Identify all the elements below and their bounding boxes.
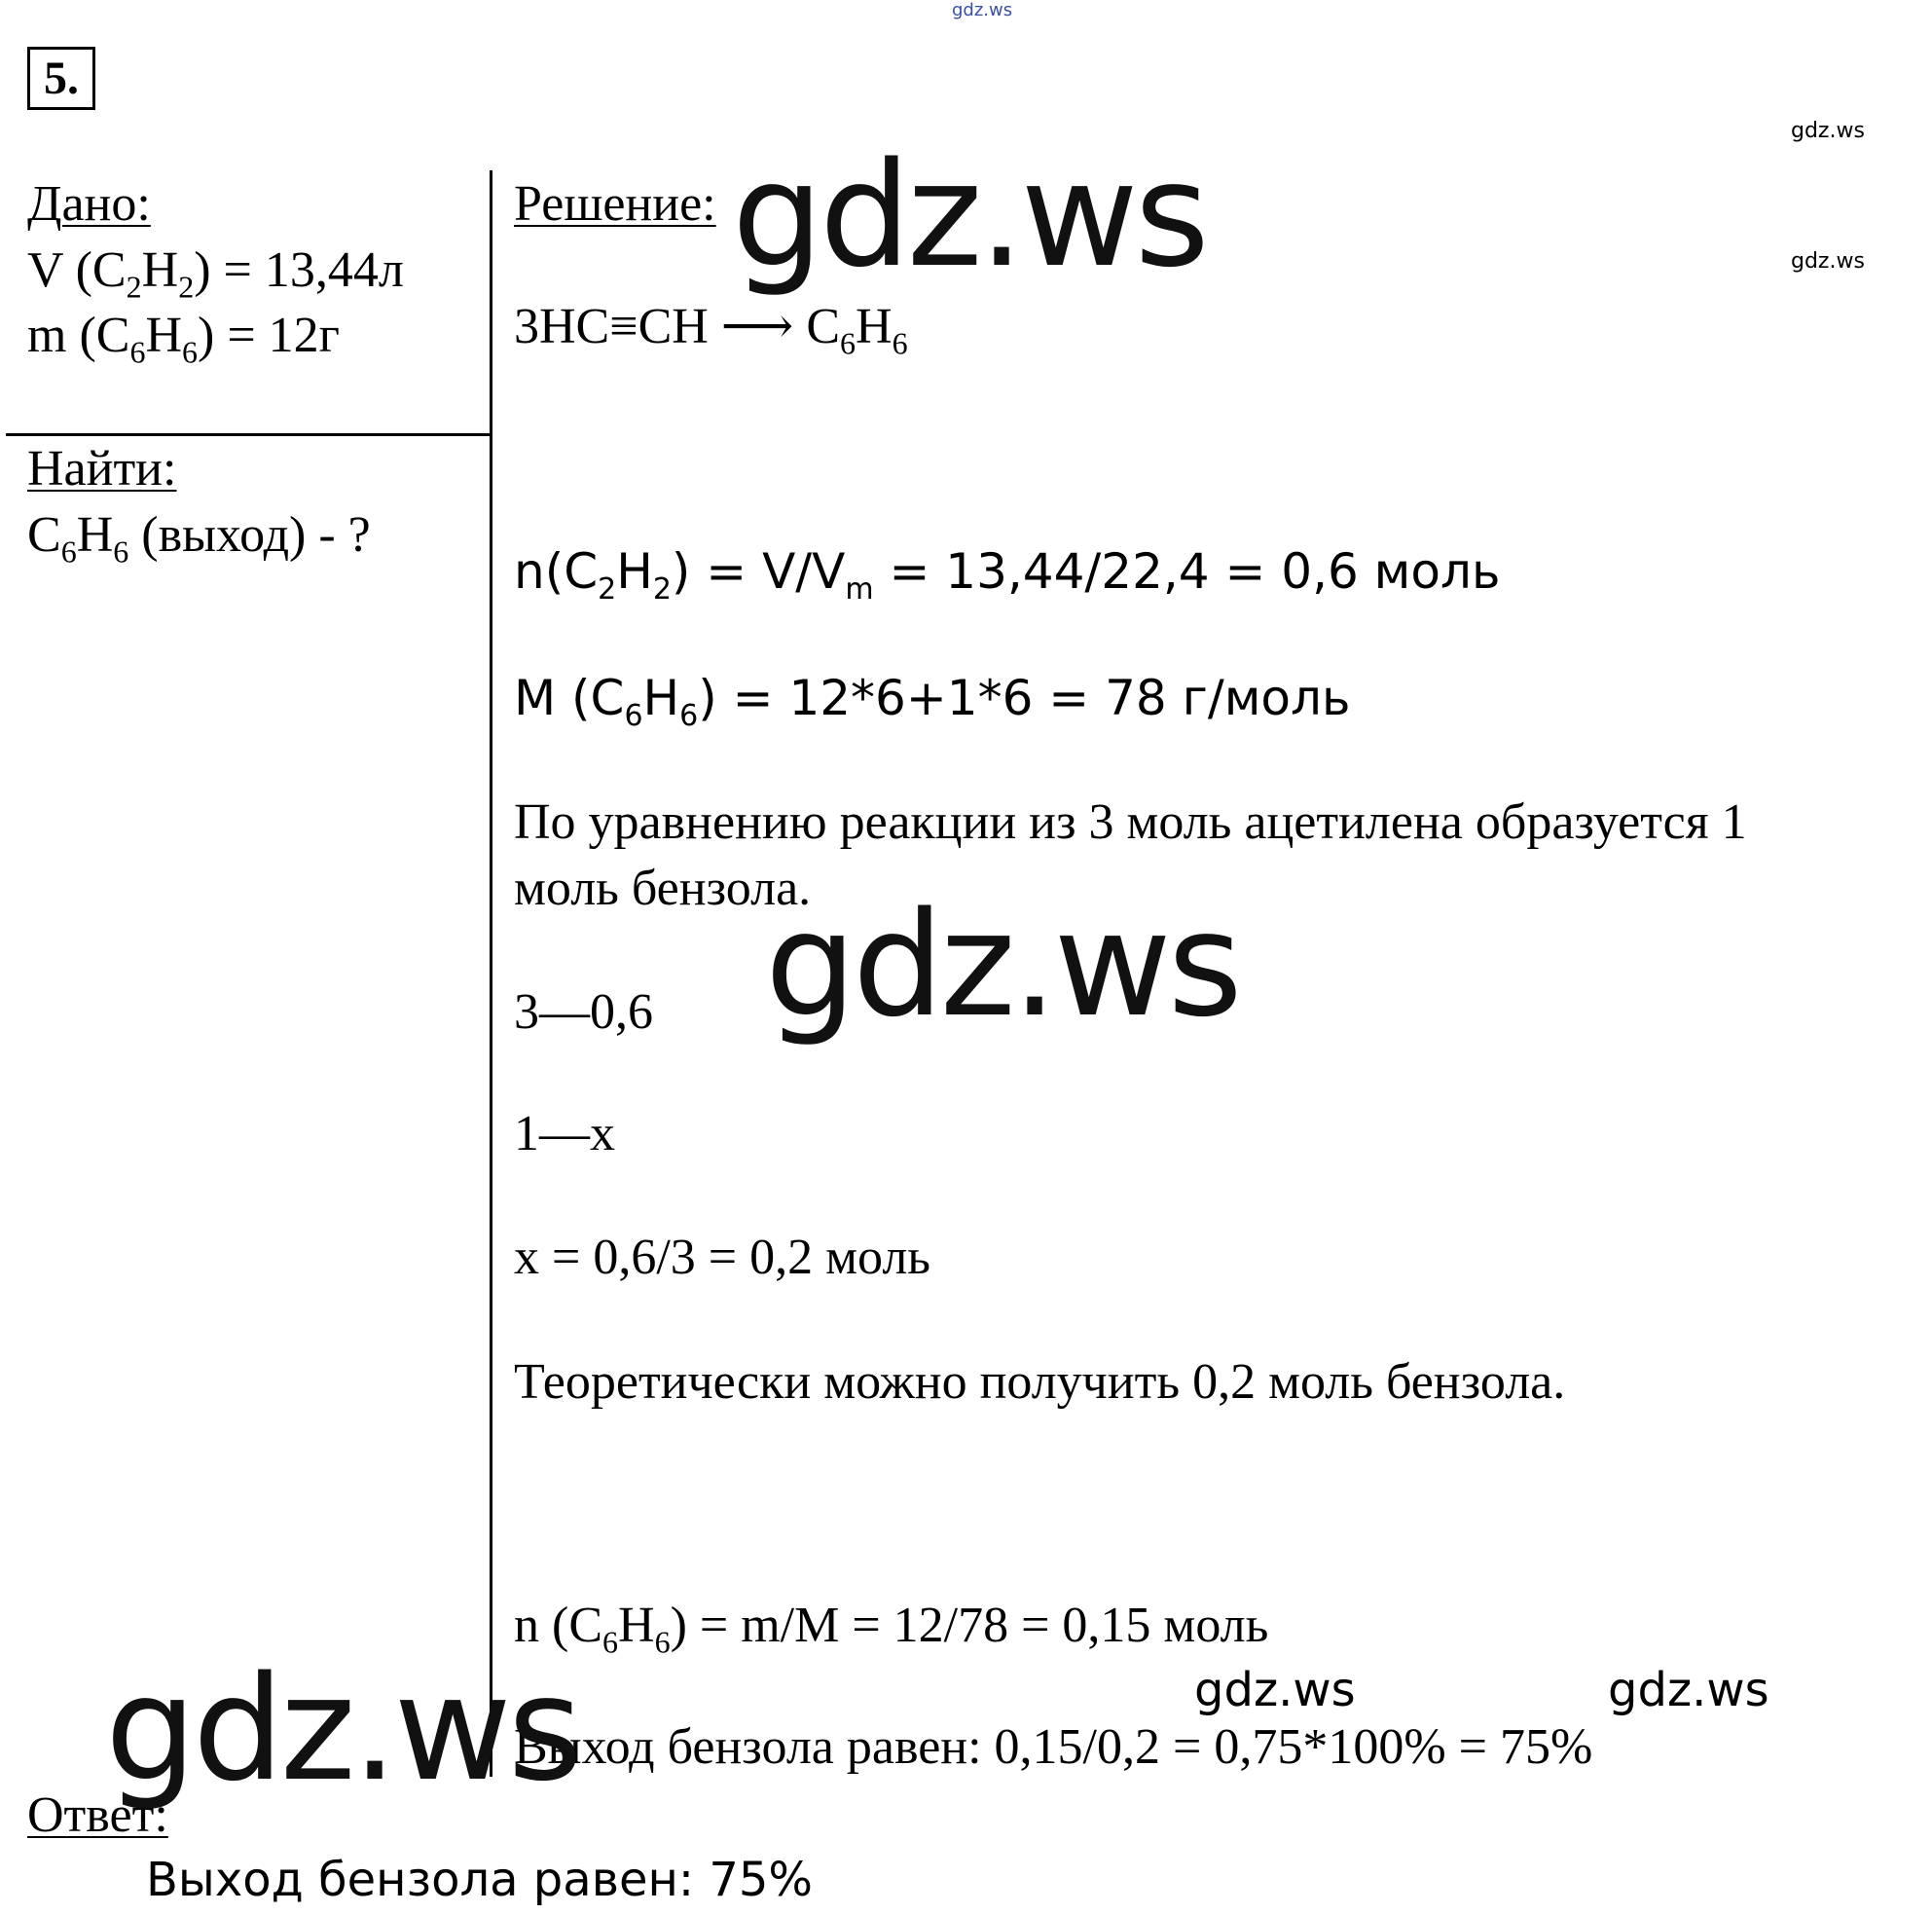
vertical-divider [490,170,492,1777]
watermark-small: gdz.ws [1791,249,1865,274]
watermark-large: gdz.ws [732,131,1206,299]
yield-calc: Выход бензола равен: 0,15/0,2 = 0,75*100% = 75% [514,1719,1593,1775]
n-acetylene-calc: $n(C_2H_2) = V/V_m = 13,44/22,4 = 0,6$ моль [514,543,1501,607]
horizontal-divider [6,433,490,436]
n-benzene-calc: n $(C_6H_6) = m/M = 12/78 = 0,15$ моль [514,1598,1269,1660]
given-volume: V $(C_2H_2) = 13,44л$ [27,242,404,305]
equation-ratio-line1: По уравнению реакции из 3 моль ацетилена образуется 1 [514,794,1747,850]
molar-mass-calc: M $(C_6H_6) = 12*6+1*6 = 78$ г/моль [514,670,1351,733]
find-target: $C_6H_6$ (выход) - ? [27,507,371,570]
watermark-small: gdz.ws [1791,119,1865,143]
x-calc: x = 0,6/3 = 0,2 моль [514,1230,930,1285]
reaction-equation: 3HC≡CH ⟶ $C_6H_6$ [514,299,908,361]
answer-text: Выход бензола равен: 75% [146,1853,814,1907]
solution-heading: Решение: [514,176,716,232]
proportion-line1: 3—0,6 [514,984,653,1040]
watermark-medium: gdz.ws [1608,1663,1769,1717]
given-mass: m $(C_6H_6) = 12г$ [27,308,340,370]
watermark-large: gdz.ws [765,881,1239,1049]
proportion-line2: 1—x [514,1106,615,1161]
equation-ratio-line2: моль бензола. [514,861,812,916]
find-heading: Найти: [27,441,177,497]
theoretical-yield: Теоретически можно получить 0,2 моль бензола. [514,1354,1566,1410]
watermark-top: gdz.ws [952,0,1013,20]
watermark-large: gdz.ws [105,1645,579,1813]
watermark-medium: gdz.ws [1194,1663,1356,1717]
given-heading: Дано: [27,176,151,232]
answer-heading: Ответ: [27,1787,168,1843]
problem-number: 5. [27,47,95,110]
